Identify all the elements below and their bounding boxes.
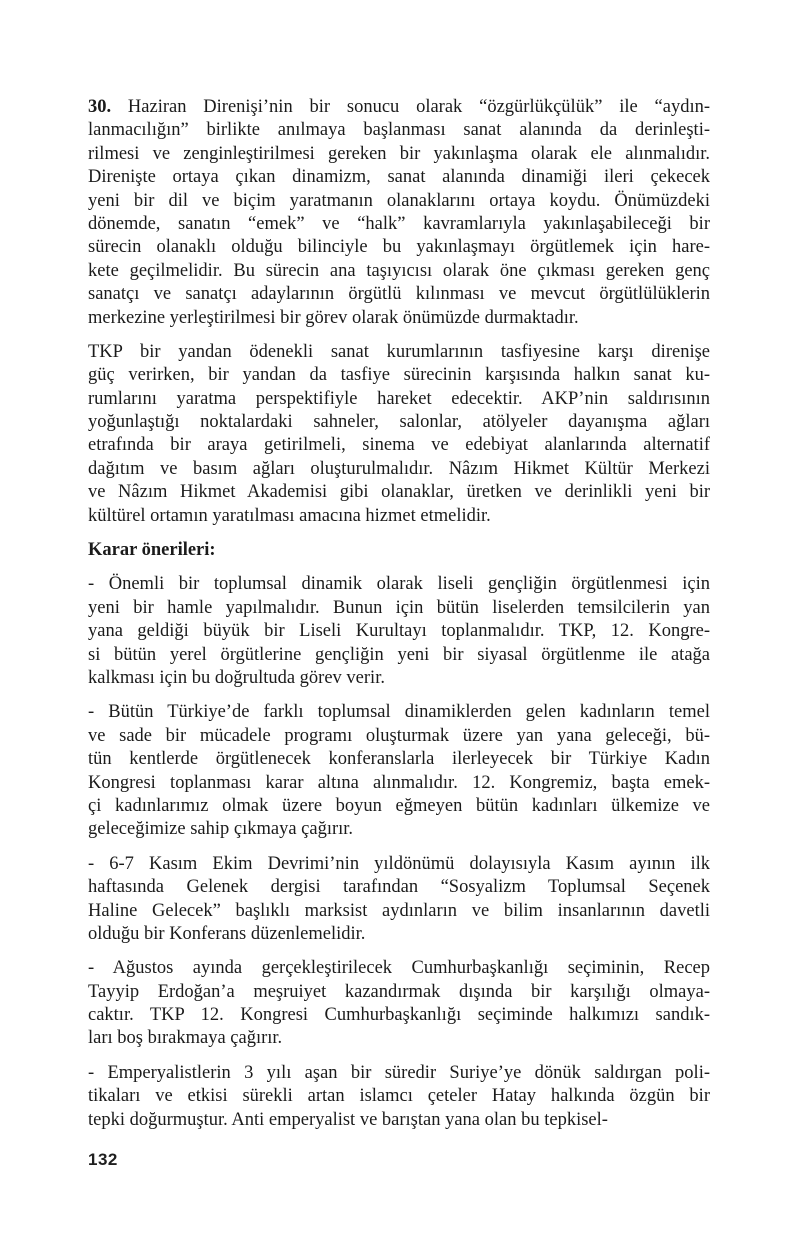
text-line: haftasında Gelenek dergisi tarafından “Sosyalizm Toplumsal Seçenek bbox=[88, 877, 710, 898]
text-line: yeni bir hamle yapılmalıdır. Bunun için bütün liselerden temsilcilerin yan bbox=[88, 597, 710, 618]
heading-karar-onerileri bbox=[88, 539, 710, 562]
text-line: kete geçilmelidir. Bu sürecin ana taşıyıcısı olarak öne çıkması gereken genç bbox=[88, 260, 710, 281]
text-line: Karar önerileri: bbox=[88, 540, 216, 561]
text-line: - Önemli bir toplumsal dinamik olarak liseli gençliğin örgütlenmesi için bbox=[88, 574, 710, 595]
text-line: - Ağustos ayında gerçekleştirilecek Cumhurbaşkanlığı seçiminin, Recep bbox=[88, 958, 710, 979]
text-line: Kongresi toplanması karar altına alınmalıdır. 12. Kongremiz, başta emek- bbox=[88, 772, 710, 793]
text-line: - Bütün Türkiye’de farklı toplumsal dinamiklerden gelen kadınların temel bbox=[88, 702, 710, 723]
paragraph-number: 30. bbox=[88, 97, 112, 117]
para-gelenek-konferans bbox=[88, 853, 710, 947]
text-line: tün kentlerde örgütlenecek konferanslarla ilerleyecek bir Türkiye Kadın bbox=[88, 749, 710, 770]
text-line: güç verirken, bir yandan da tasfiye sürecinin karşısında halkın sanat ku- bbox=[88, 365, 710, 386]
text-line: geleceğimize sahip çıkmaya çağırır. bbox=[88, 819, 354, 840]
text-line: kalkması için bu doğrultuda görev verir. bbox=[88, 667, 385, 688]
text-line: etrafında bir araya getirilmeli, sinema ve edebiyat alanlarında alternatif bbox=[88, 435, 710, 456]
text-line: dönemde, sanatın “emek” ve “halk” kavramlarıyla yakınlaşabileceği bir bbox=[88, 213, 710, 234]
para-turkiye-kadin-kongresi bbox=[88, 701, 710, 841]
text-line: yana geldiği büyük bir Liseli Kurultayı toplanmalıdır. TKP, 12. Kongre- bbox=[88, 621, 710, 642]
text-line: 30. Haziran Direnişi’nin bir sonucu olarak “özgürlükçülük” ile “aydın- bbox=[88, 97, 710, 117]
text-line: ları boş bırakmaya çağırır. bbox=[88, 1028, 283, 1049]
para-cumhurbaskanligi-secimi bbox=[88, 957, 710, 1051]
text-line: TKP bir yandan ödenekli sanat kurumlarının tasfiyesine karşı direnişe bbox=[88, 341, 710, 362]
text-line: ve sade bir mücadele programı oluşturmak üzere yan yana geleceği, bü- bbox=[88, 725, 710, 746]
text-line: merkezine yerleştirilmesi bir görev olarak önümüzde durmaktadır. bbox=[88, 307, 579, 328]
page-number: 132 bbox=[88, 1150, 118, 1169]
text-line: sürecin olanaklı olduğu bilinciyle bu yakınlaşmayı örgütlemek için hare- bbox=[88, 237, 710, 258]
para-suriye-hatay bbox=[88, 1062, 710, 1132]
text-line: yeni bir dil ve biçim yaratmanın olanaklarını ortaya koydu. Önümüzdeki bbox=[88, 190, 710, 211]
text-line: rilmesi ve zenginleştirilmesi gereken bir yakınlaşma olarak ele alınmalıdır. bbox=[88, 143, 710, 164]
text-line: yoğunlaştığı noktalardaki sahneler, salonlar, atölyeler dayanışma ağları bbox=[88, 412, 710, 433]
text-line: rumlarını yaratma perspektifiyle hareket edecektir. AKP’nin saldırısının bbox=[88, 388, 710, 409]
text-line: caktır. TKP 12. Kongresi Cumhurbaşkanlığı seçiminde halkımızı sandık- bbox=[88, 1005, 710, 1026]
text-line: si bütün yerel örgütlerine gençliğin yeni bir siyasal örgütlenme ile atağa bbox=[88, 644, 710, 665]
text-block bbox=[88, 96, 710, 1132]
para-liseli-genclik bbox=[88, 573, 710, 690]
text-line: dağıtım ve basım ağları oluşturulmalıdır. Nâzım Hikmet Kültür Merkezi bbox=[88, 458, 710, 479]
text-line: Direnişte ortaya çıkan dinamizm, sanat alanında dinamiği ileri çekecek bbox=[88, 167, 710, 188]
text-line: Haline Gelecek” başlıklı marksist aydınların ve bilim insanlarının davetli bbox=[88, 900, 710, 921]
para-tkp-art-institutions bbox=[88, 341, 710, 528]
para-june-resistance-and-art bbox=[88, 96, 710, 330]
text-line: tikaları ve etkisi sürekli artan islamcı çeteler Hatay halkında özgün bir bbox=[88, 1086, 710, 1107]
text-line: - Emperyalistlerin 3 yılı aşan bir süredir Suriye’ye dönük saldırgan poli- bbox=[88, 1062, 710, 1083]
text-line: olduğu bir Konferans düzenlemelidir. bbox=[88, 923, 366, 944]
text-line: tepki doğurmuştur. Anti emperyalist ve barıştan yana olan bu tepkisel- bbox=[88, 1109, 608, 1130]
text-line: - 6-7 Kasım Ekim Devrimi’nin yıldönümü dolayısıyla Kasım ayının ilk bbox=[88, 853, 710, 874]
text-line: sanatçı ve sanatçı adaylarının örgütlü kılınması ve mevcut örgütlülüklerin bbox=[88, 284, 710, 305]
text-line: Tayyip Erdoğan’a meşruiyet kazandırmak dışında bir karşılığı olmaya- bbox=[88, 981, 710, 1002]
text-line: lanmacılığın” birlikte anılmaya başlanması sanat alanında da derinleşti- bbox=[88, 120, 710, 141]
text-line: çi kadınlarımız olmak üzere boyun eğmeyen bütün kadınları ülkemize ve bbox=[88, 795, 710, 816]
text-line: ve Nâzım Hikmet Akademisi gibi olanaklar, üretken ve derinlikli yeni bir bbox=[88, 482, 710, 503]
text-line: kültürel ortamın yaratılması amacına hizmet etmelidir. bbox=[88, 505, 491, 526]
